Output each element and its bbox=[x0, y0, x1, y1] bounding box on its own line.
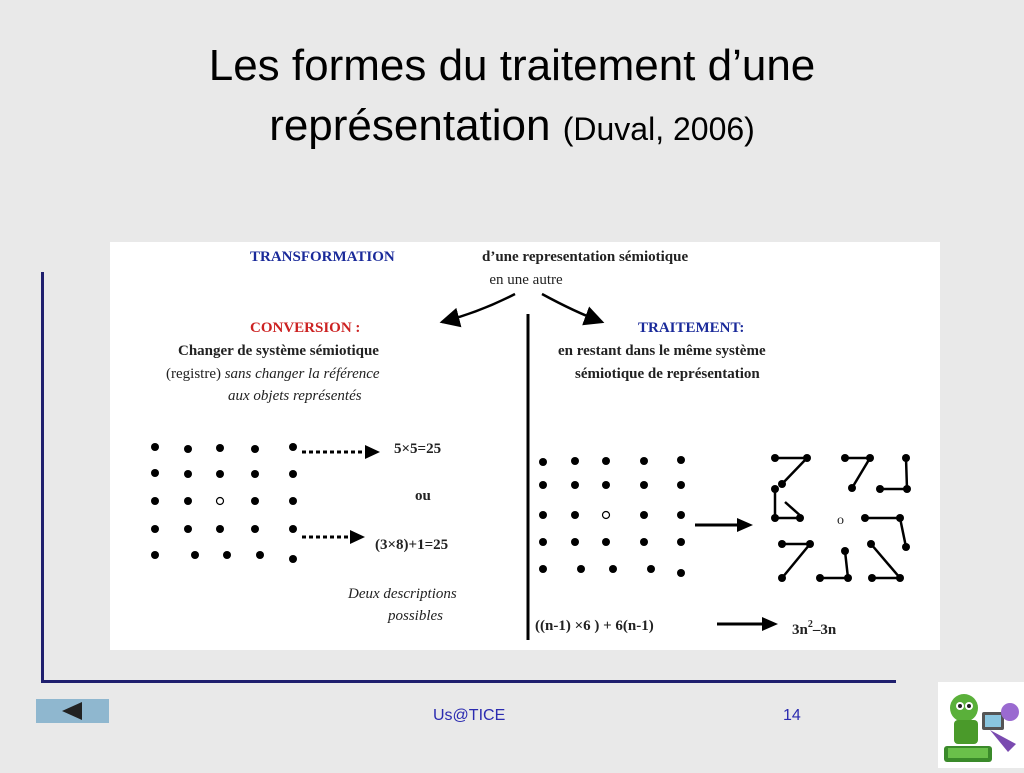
descriptions-line-1: Deux descriptions bbox=[348, 586, 457, 602]
diagram-svg bbox=[110, 242, 940, 650]
left-dot-grid bbox=[151, 443, 297, 563]
formula-top: 5×5=25 bbox=[394, 441, 442, 457]
title-citation: (Duval, 2006) bbox=[562, 111, 755, 147]
traitement-line-1: en restant dans le même système bbox=[558, 343, 766, 359]
robot-icon bbox=[938, 682, 1024, 768]
arrowhead-top bbox=[365, 445, 380, 459]
bottom-formula: ((n-1) ×6 ) + 6(n-1) bbox=[535, 618, 654, 634]
formula-bottom: (3×8)+1=25 bbox=[375, 537, 449, 553]
conversion-line-3: aux objets représentés bbox=[228, 388, 362, 404]
header-line-2: en une autre bbox=[489, 272, 563, 288]
conversion-line-2 bbox=[166, 366, 380, 382]
arrowhead-shapes bbox=[737, 518, 753, 532]
traitement-title: TRAITEMENT: bbox=[638, 320, 745, 336]
descriptions-line-2: possibles bbox=[388, 608, 444, 624]
conversion-title: CONVERSION : bbox=[250, 320, 361, 336]
frame-horizontal-rule bbox=[41, 680, 896, 683]
right-dot-grid bbox=[539, 456, 685, 577]
title-line-1: Les formes du traitement d’une bbox=[208, 41, 816, 90]
frame-vertical-rule bbox=[41, 272, 44, 682]
result-exponent: 2 bbox=[807, 619, 813, 630]
shapes-center-mark: o bbox=[837, 513, 844, 528]
duval-diagram-image bbox=[110, 242, 940, 650]
traitement-line-2: sémiotique de représentation bbox=[575, 366, 760, 382]
result-base: 3n bbox=[792, 622, 808, 638]
slide-title bbox=[0, 36, 1024, 159]
title-word: représentation bbox=[269, 101, 551, 150]
back-button[interactable] bbox=[36, 699, 109, 723]
conversion-line-2-normal: (registre) bbox=[166, 366, 225, 382]
result-tail: –3n bbox=[812, 622, 837, 638]
conversion-line-1: Changer de système sémiotique bbox=[178, 343, 379, 359]
header-bold: TRANSFORMATION bbox=[250, 249, 395, 265]
title-line-2 bbox=[0, 96, 1024, 159]
arrowhead-bottom bbox=[350, 530, 365, 544]
ou-label: ou bbox=[415, 488, 431, 504]
arrow-to-traitement bbox=[542, 294, 602, 322]
conversion-line-2-italic: sans changer la référence bbox=[224, 366, 380, 382]
usatice-robot-logo bbox=[938, 682, 1024, 768]
arrow-to-conversion bbox=[442, 294, 515, 322]
result-formula bbox=[792, 619, 837, 638]
right-grid-center-mark bbox=[603, 512, 610, 519]
page-number: 14 bbox=[783, 707, 801, 724]
arrowhead-result bbox=[762, 617, 778, 631]
left-grid-center-mark bbox=[217, 498, 224, 505]
back-arrow-icon bbox=[36, 699, 109, 723]
footer-text: Us@TICE bbox=[433, 707, 506, 724]
header-rest: d’une representation sémiotique bbox=[482, 249, 689, 265]
